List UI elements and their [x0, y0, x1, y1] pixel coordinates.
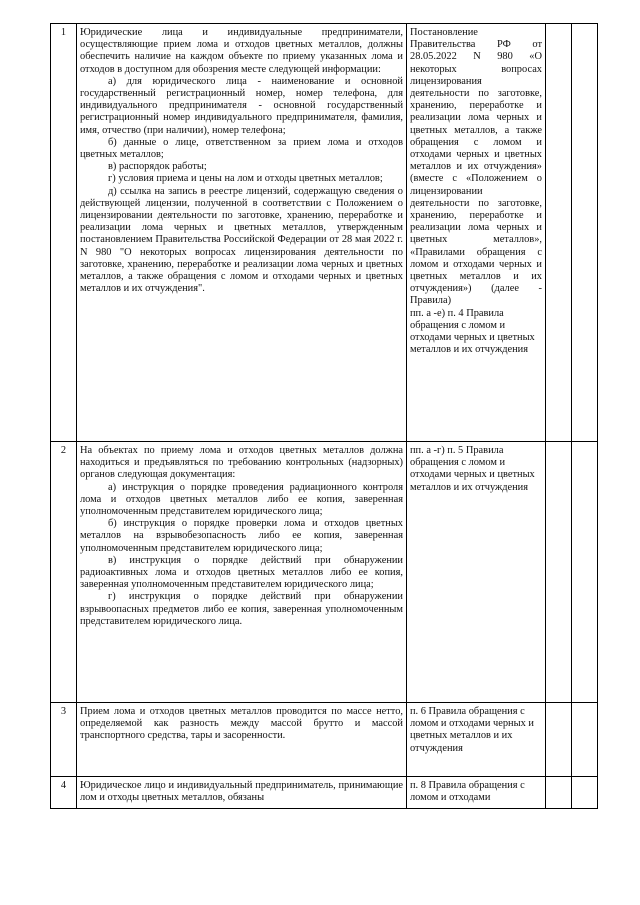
legal-basis: пп. а -г) п. 5 Правила обращения с ломом и отходами черных и цветных металлов и их отчуждения — [407, 442, 546, 703]
requirements-table — [50, 23, 598, 809]
requirement-text: Прием лома и отходов цветных металлов проводится по массе нетто, определяемой как разность между массой брутто и массой транспортного средства, тары и засоренности. — [77, 703, 407, 777]
row-number: 1 — [51, 24, 77, 442]
table-row — [51, 777, 598, 809]
row-number: 2 — [51, 442, 77, 703]
table-row — [51, 24, 598, 442]
note-cell — [572, 442, 598, 703]
legal-basis: п. 6 Правила обращения с ломом и отходами черных и цветных металлов и их отчуждения — [407, 703, 546, 777]
note-cell — [572, 703, 598, 777]
requirement-text: На объектах по приему лома и отходов цветных металлов должна находиться и предъявляться по требованию контрольных (надзорных) органов следующая документация: а) инструкция о порядке проведения радиационного контроля лома и отходов цветных металлов либо ее копия, заверенная уполномоченным представителем юридического лица; б) инструкция о порядке проверки лома и отходов цветных металлов на взрывобезопасность либо ее копия, заверенная уполномоченным представителем юридического лица; в) инструкция о порядке действий при обнаружении радиоактивных лома и отходов цветных металлов либо ее копия, заверенная уполномоченным представителем юридического лица; г) инструкция о порядке действий при обнаружении взрывоопасных предметов либо ее копия, заверенная уполномоченным представителем юридического лица. — [77, 442, 407, 703]
check-cell — [546, 24, 572, 442]
table-row — [51, 442, 598, 703]
row-number: 4 — [51, 777, 77, 809]
legal-basis: Постановление Правительства РФ от 28.05.2022 N 980 «О некоторых вопросах лицензирования деятельности по заготовке, хранению, переработке и реализации лома черных и цветных металлов, а также обращения с ломом и отходами черных и цветных металлов и их отчуждения» (вместе с «Положением о лицензировании деятельности по заготовке, хранению, переработке и реализации лома черных и цветных металлов», «Правилами обращения с ломом и отходами черных и цветных металлов и их отчуждения») (далее - Правила) пп. а -е) п. 4 Правила обращения с ломом и отходами черных и цветных металлов и их отчуждения — [407, 24, 546, 442]
table-row — [51, 703, 598, 777]
check-cell — [546, 703, 572, 777]
row-number: 3 — [51, 703, 77, 777]
note-cell — [572, 777, 598, 809]
note-cell — [572, 24, 598, 442]
requirement-text: Юридические лица и индивидуальные предприниматели, осуществляющие прием лома и отходов цветных металлов, должны обеспечить наличие на каждом объекте по приему указанных лома и отходов в доступном для обозрения месте следующей информации: а) для юридического лица - наименование и основной государственный регистрационный номер, номер телефона, для индивидуального предпринимателя - основной государственный регистрационный номер индивидуального предпринимателя, фамилия, имя, отчество (при наличии), номер телефона; б) данные о лице, ответственном за прием лома и отходов цветных металлов; в) распорядок работы; г) условия приема и цены на лом и отходы цветных металлов; д) ссылка на запись в реестре лицензий, содержащую сведения о действующей лицензии, полученной в соответствии с Положением о лицензировании деятельности по заготовке, хранению, переработке и реализации лома черных и цветных металлов, утвержденным постановлением Правительства Российской Федерации от 28 мая 2022 г. N 980 "О некоторых вопросах лицензирования деятельности по заготовке, хранению, переработке и реализации лома черных и цветных металлов, а также обращения с ломом и отходами черных и цветных металлов и их отчуждения". — [77, 24, 407, 442]
requirement-text: Юридическое лицо и индивидуальный предприниматель, принимающие лом и отходы цветных металлов, обязаны — [77, 777, 407, 809]
legal-basis: п. 8 Правила обращения с ломом и отходами — [407, 777, 546, 809]
check-cell — [546, 442, 572, 703]
check-cell — [546, 777, 572, 809]
